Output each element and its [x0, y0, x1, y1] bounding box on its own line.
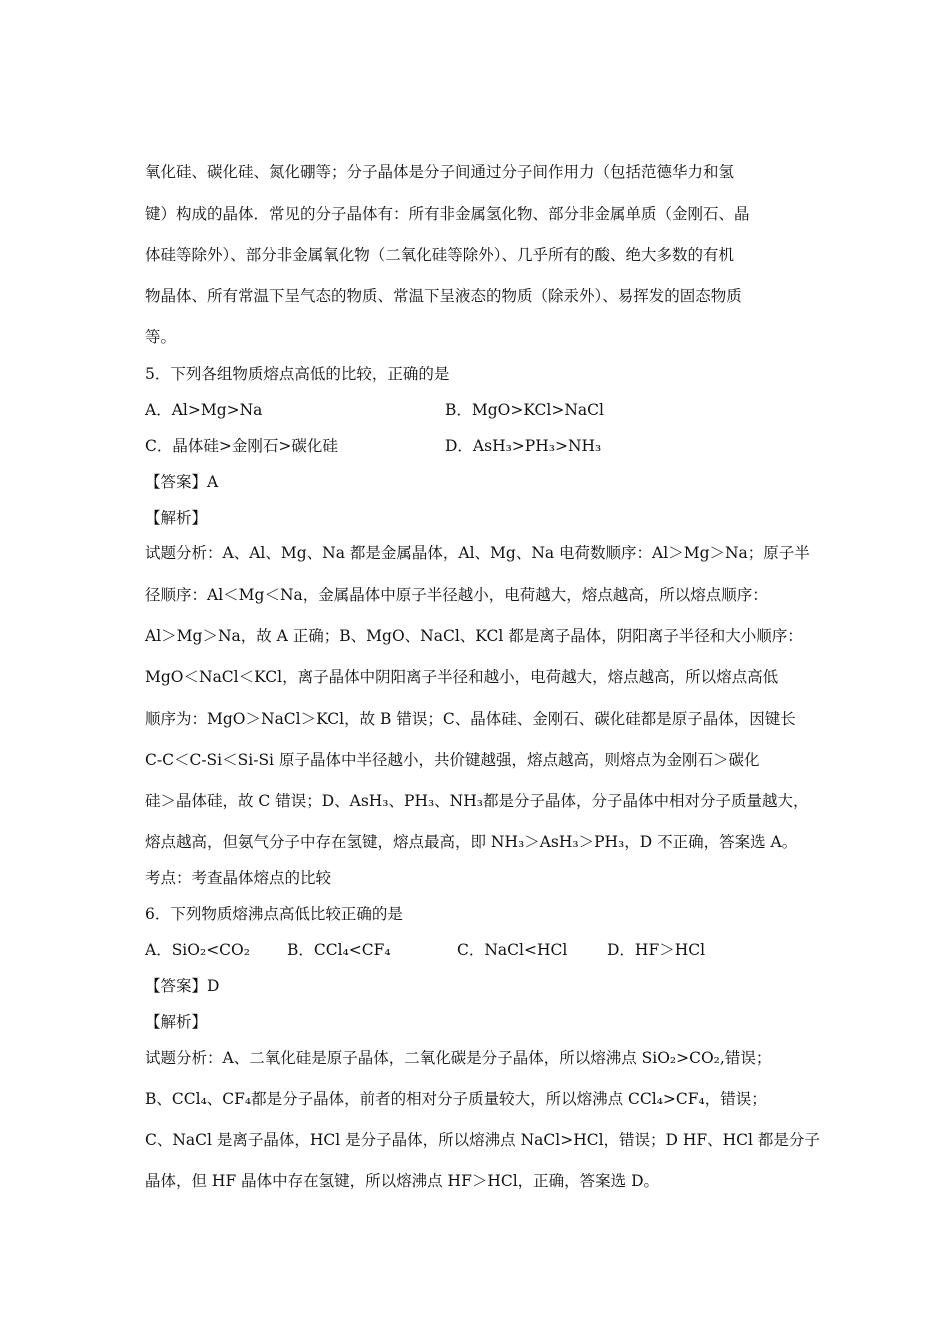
q6-analysis-label: 【解析】 [145, 1013, 208, 1031]
q5-option-c: C．晶体硅>金刚石>碳化硅 [145, 437, 338, 455]
intro-line-1: 氧化硅、碳化硅、氮化硼等；分子晶体是分子间通过分子间作用力（包括范德华力和氢 [145, 163, 735, 181]
q6-option-d: D．HF＞HCl [607, 941, 706, 959]
q5-analysis-line-3: Al＞Mg＞Na，故 A 正确；B、MgO、NaCl、KCl 都是离子晶体，阴阳离子半径和大小顺序： [145, 627, 803, 645]
q5-options-row-2 [145, 436, 825, 456]
q6-option-b: B．CCl₄<CF₄ [287, 941, 391, 959]
q5-analysis-line-6: C-C＜C-Si＜Si-Si 原子晶体中半径越小，共价键越强，熔点越高，则熔点为金刚石＞碳化 [145, 751, 760, 769]
q5-analysis-line-8: 熔点越高，但氨气分子中存在氢键，熔点最高，即 NH₃＞AsH₃＞PH₃，D 不正确，答案选 A。 [145, 833, 798, 851]
q5-analysis-line-4: MgO＜NaCl＜KCl，离子晶体中阴阳离子半径和越小，电荷越大，熔点越高，所以熔点高低 [145, 668, 779, 686]
intro-line-4: 物晶体、所有常温下呈气态的物质、常温下呈液态的物质（除汞外）、易挥发的固态物质 [145, 287, 742, 305]
q5-analysis-line-2: 径顺序：Al＜Mg＜Na，金属晶体中原子半径越小，电荷越大，熔点越高，所以熔点顺序： [145, 586, 768, 604]
q6-answer: 【答案】D [145, 977, 220, 995]
q6-options-row [145, 940, 825, 960]
intro-line-5: 等。 [145, 328, 177, 346]
q6-analysis-line-4: 晶体，但 HF 晶体中存在氢键，所以熔沸点 HF＞HCl，正确，答案选 D。 [145, 1172, 660, 1190]
q5-stem: 5．下列各组物质熔点高低的比较，正确的是 [145, 365, 450, 383]
q6-analysis-line-2: B、CCl₄、CF₄都是分子晶体，前者的相对分子质量较大，所以熔沸点 CCl₄>CF₄，错误； [145, 1090, 767, 1108]
q5-analysis-line-7: 硅＞晶体硅，故 C 错误；D、AsH₃、PH₃、NH₃都是分子晶体，分子晶体中相对分子质量越大， [145, 792, 809, 810]
q5-option-d: D．AsH₃>PH₃>NH₃ [445, 437, 602, 455]
intro-line-3: 体硅等除外）、部分非金属氧化物（二氧化硅等除外）、几乎所有的酸、绝大多数的有机 [145, 246, 735, 264]
q5-options-row-1 [145, 400, 825, 420]
q5-answer: 【答案】A [145, 473, 219, 491]
q6-stem: 6．下列物质熔沸点高低比较正确的是 [145, 905, 403, 923]
q5-analysis-line-1: 试题分析：A、Al、Mg、Na 都是金属晶体，Al、Mg、Na 电荷数顺序：Al＞Mg＞Na；原子半 [145, 544, 810, 562]
q5-option-b: B．MgO>KCl>NaCl [445, 401, 604, 419]
q5-kaodian: 考点：考查晶体熔点的比较 [145, 869, 332, 887]
q5-analysis-line-5: 顺序为：MgO＞NaCl＞KCl，故 B 错误；C、晶体硅、金刚石、碳化硅都是原子晶体，因键长 [145, 710, 796, 728]
q5-analysis-label: 【解析】 [145, 509, 208, 527]
q6-analysis-line-3: C、NaCl 是离子晶体，HCl 是分子晶体，所以熔沸点 NaCl>HCl，错误；D HF、HCl 都是分子 [145, 1131, 820, 1149]
q5-option-a: A．Al>Mg>Na [145, 401, 263, 419]
q6-option-a: A．SiO₂<CO₂ [145, 941, 250, 959]
intro-line-2: 键）构成的晶体．常见的分子晶体有：所有非金属氢化物、部分非金属单质（金刚石、晶 [145, 205, 750, 223]
q6-option-c: C．NaCl<HCl [457, 941, 568, 959]
q6-analysis-line-1: 试题分析：A、二氧化硅是原子晶体，二氧化碳是分子晶体，所以熔沸点 SiO₂>CO₂,错误； [145, 1049, 772, 1067]
